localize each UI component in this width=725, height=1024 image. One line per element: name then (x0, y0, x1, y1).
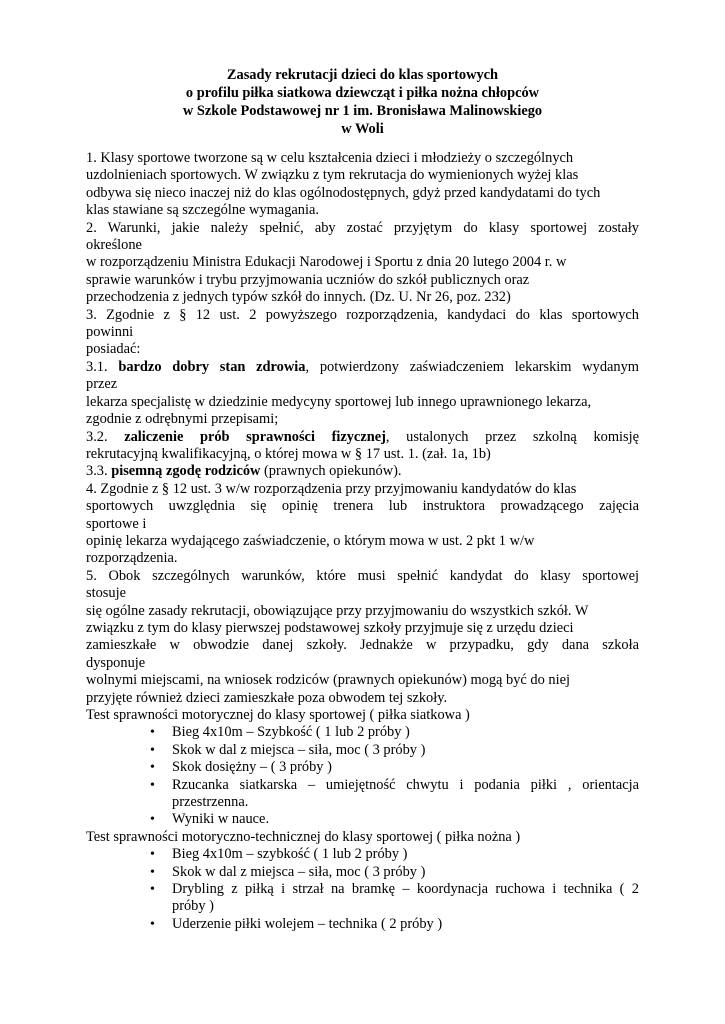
title-line: o profilu piłka siatkowa dziewcząt i piłka nożna chłopców (185, 85, 540, 101)
text-line: przestrzenna. (172, 794, 249, 811)
text-line: przechodzenia z jednych typów szkół do innych. (Dz. U. Nr 26, poz. 232) (86, 289, 511, 306)
text-line: zgodnie z odrębnymi przepisami; (86, 411, 279, 428)
test-list-football (86, 846, 639, 933)
paragraph-3-1 (86, 359, 639, 429)
text-fragment: (prawnych opiekunów). (260, 463, 402, 480)
title-line: w Woli (341, 121, 384, 137)
text-line (86, 463, 639, 480)
text-line: sportowych uwzględnia się opinię trenera lub instruktora prowadzącego zajęcia (86, 498, 639, 515)
paragraph-1 (86, 150, 639, 220)
text-line: • Drybling z piłką i strzał na bramkę – koordynacja ruchowa i technika ( 2 (172, 881, 639, 898)
text-line: klas stawiane są szczególne wymagania. (86, 202, 319, 219)
item-number: 3.1. (86, 358, 119, 375)
text-line: związku z tym do klasy pierwszej podstawowej szkoły przyjmuje się z urzędu dzieci (86, 619, 574, 636)
test-heading-football: Test sprawności motoryczno-technicznej do klasy sportowej ( piłka nożna ) (86, 828, 521, 845)
list-item (150, 777, 639, 812)
bold-requirement: zaliczenie prób sprawności fizycznej (124, 428, 386, 445)
text-line: 1. Klasy sportowe tworzone są w celu kształcenia dzieci i młodzieży o szczególnych (86, 150, 574, 166)
text-line: próby ) (172, 898, 214, 915)
item-number: 3.3. (86, 463, 112, 480)
text-line: stosuje (86, 585, 126, 602)
list-item (150, 881, 639, 916)
text-line (86, 359, 639, 376)
text-line: • Rzucanka siatkarska – umiejętność chwytu i podania piłki , orientacja (172, 776, 639, 793)
text-line: powinni (86, 324, 134, 341)
paragraph-2 (86, 220, 639, 307)
paragraph-4 (86, 481, 639, 568)
text-line: posiadać: (86, 341, 141, 358)
text-line: odbywa się nieco inaczej niż do klas ogólnodostępnych, gdyż przed kandydatami do tych (86, 184, 601, 201)
title-line: Zasady rekrutacji dzieci do klas sportowych (226, 67, 499, 83)
text-line: się ogólne zasady rekrutacji, obowiązujące przy przyjmowaniu do wszystkich szkół. W (86, 602, 589, 619)
text-fragment: , potwierdzony zaświadczeniem lekarskim wydanym (305, 358, 640, 375)
text-line: przyjęte również dzieci zamieszkałe poza obwodem tej szkoły. (86, 689, 448, 706)
list-item: • Wyniki w nauce. (150, 811, 639, 828)
item-number: 3.2. (86, 428, 125, 445)
text-line: lekarza specjalistę w dziedzinie medycyny sportowej lub innego uprawnionego lekarza, (86, 393, 592, 410)
list-item: • Bieg 4x10m – szybkość ( 1 lub 2 próby ) (150, 846, 639, 863)
document-body (86, 150, 639, 933)
test-list-volleyball (86, 724, 639, 828)
text-line: sprawie warunków i trybu przyjmowania uczniów do szkół publicznych oraz (86, 271, 530, 288)
list-item: • Skok w dal z miejsca – siła, moc ( 3 próby ) (150, 742, 639, 759)
text-line: przez (86, 376, 118, 393)
text-line: w rozporządzeniu Ministra Edukacji Narodowej i Sportu z dnia 20 lutego 2004 r. w (86, 254, 567, 271)
paragraph-3-2 (86, 429, 639, 464)
text-line: opinię lekarza wydającego zaświadczenie, o którym mowa w ust. 2 pkt 1 w/w (86, 532, 535, 549)
test-heading-volleyball: Test sprawności motorycznej do klasy sportowej ( piłka siatkowa ) (86, 707, 470, 723)
text-line: 5. Obok szczególnych warunków, które musi spełnić kandydat do klasy sportowej (86, 567, 639, 584)
paragraph-3-3 (86, 463, 639, 480)
bold-requirement: pisemną zgodę rodziców (111, 463, 261, 480)
paragraph-3 (86, 307, 639, 359)
text-line: sportowe i (86, 515, 147, 532)
text-fragment: , ustalonych przez szkolną komisję (385, 428, 640, 445)
text-line: uzdolnieniach sportowych. W związku z tym rekrutacja do wymienionych wyżej klas (86, 167, 579, 184)
list-item: • Skok dosiężny – ( 3 próby ) (150, 759, 639, 776)
text-line: zamieszkałe w obwodzie danej szkoły. Jednakże w przypadku, gdy dana szkoła (86, 637, 639, 654)
paragraph-5 (86, 568, 639, 707)
text-line: 4. Zgodnie z § 12 ust. 3 w/w rozporządzenia przy przyjmowaniu kandydatów do klas (86, 480, 577, 497)
list-item: • Uderzenie piłki wolejem – technika ( 2 próby ) (150, 916, 639, 933)
text-line: 2. Warunki, jakie należy spełnić, aby zostać przyjętym do klasy sportowej zostały (86, 219, 639, 236)
document-title (86, 66, 639, 138)
text-line: wolnymi miejscami, na wniosek rodziców (prawnych opiekunów) mogą być do niej (86, 672, 570, 689)
text-line: rekrutacyjną kwalifikacyjną, o której mowa w § 17 ust. 1. (zał. 1a, 1b) (86, 445, 491, 462)
list-item: • Bieg 4x10m – Szybkość ( 1 lub 2 próby ) (150, 724, 639, 741)
text-line: rozporządzenia. (86, 550, 178, 567)
text-line: 3. Zgodnie z § 12 ust. 2 powyższego rozporządzenia, kandydaci do klas sportowych (86, 306, 639, 323)
bold-requirement: bardzo dobry stan zdrowia (118, 358, 306, 375)
title-line: w Szkole Podstawowej nr 1 im. Bronisława Malinowskiego (182, 103, 543, 119)
text-line: określone (86, 237, 142, 254)
list-item: • Skok w dal z miejsca – siła, moc ( 3 próby ) (150, 864, 639, 881)
text-line (86, 429, 639, 446)
text-line: dysponuje (86, 654, 146, 671)
